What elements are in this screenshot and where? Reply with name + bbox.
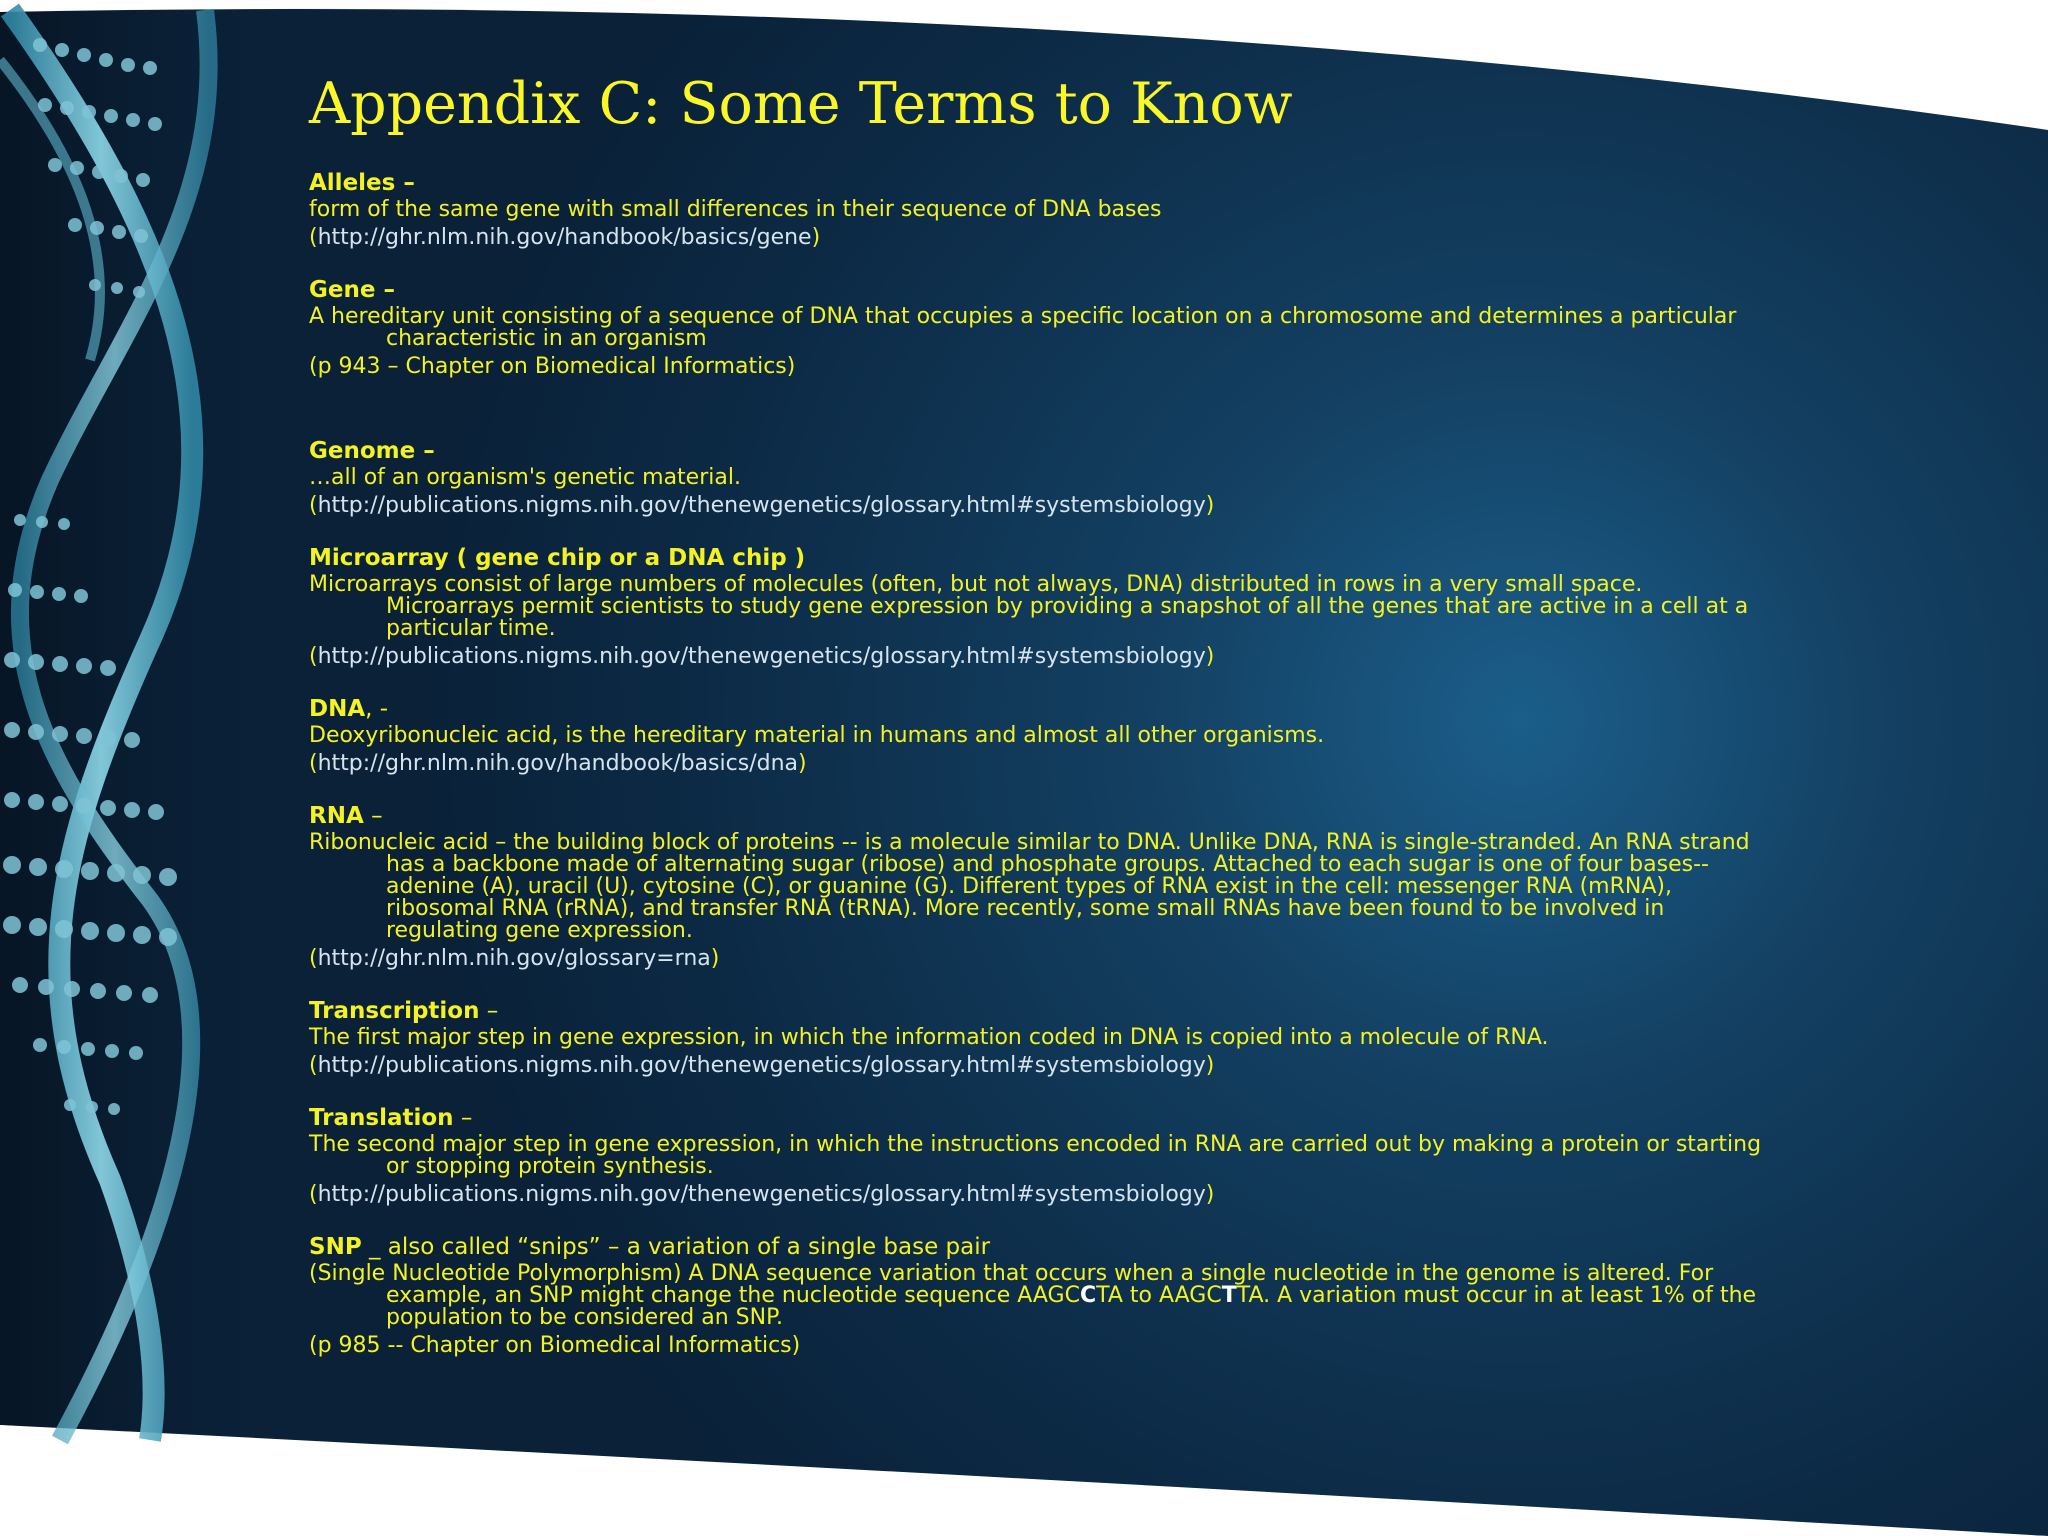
- source-link[interactable]: http://publications.nigms.nih.gov/thenewgenetics/glossary.html#systemsbiology: [317, 1053, 1206, 1078]
- term-label: SNP: [309, 1234, 362, 1260]
- glossary-entry-dna: [309, 696, 1769, 778]
- term-source: (http://ghr.nlm.nih.gov/handbook/basics/dna): [309, 751, 807, 776]
- term-tail: –: [363, 803, 383, 829]
- content-area: [309, 68, 1769, 1385]
- term-source: (http://ghr.nlm.nih.gov/glossary=rna): [309, 946, 720, 971]
- term-label: Genome –: [309, 438, 435, 464]
- source-link[interactable]: http://publications.nigms.nih.gov/thenewgenetics/glossary.html#systemsbiology: [317, 1182, 1206, 1207]
- term-label: RNA: [309, 803, 364, 829]
- term-label: Gene –: [309, 277, 395, 303]
- term-tail: –: [479, 998, 499, 1024]
- term-label: Alleles –: [309, 170, 415, 196]
- source-link[interactable]: http://ghr.nlm.nih.gov/glossary=rna: [317, 946, 711, 971]
- term-tail: –: [453, 1105, 473, 1131]
- nucleotide-highlight: C: [1079, 1283, 1097, 1308]
- source-link[interactable]: http://ghr.nlm.nih.gov/handbook/basics/gene: [317, 225, 812, 250]
- term-source: (http://publications.nigms.nih.gov/thenewgenetics/glossary.html#systemsbiology): [309, 493, 1215, 518]
- term-source: (http://publications.nigms.nih.gov/thenewgenetics/glossary.html#systemsbiology): [309, 644, 1215, 669]
- glossary-entry-microarray: [309, 545, 1769, 671]
- term-description: The second major step in gene expression, in which the instructions encoded in RNA are carried out by making a protein or starting or stopping protein synthesis.: [309, 1132, 1762, 1179]
- glossary-entry-translation: [309, 1105, 1769, 1209]
- term-source: (http://publications.nigms.nih.gov/thenewgenetics/glossary.html#systemsbiology): [309, 1053, 1215, 1078]
- term-label: Transcription: [309, 998, 480, 1024]
- term-description: …all of an organism's genetic material.: [309, 465, 741, 490]
- term-description: Deoxyribonucleic acid, is the hereditary material in humans and almost all other organisms.: [309, 723, 1325, 748]
- term-description: Microarrays consist of large numbers of molecules (often, but not always, DNA) distributed in rows in a very small space. Microarrays permit scientists to study gene expression by providing a snapshot of all the genes that are active in a cell at a particular time.: [309, 572, 1749, 641]
- term-label: Translation: [309, 1105, 454, 1131]
- term-description: A hereditary unit consisting of a sequence of DNA that occupies a specific location on a chromosome and determines a particular characteristic in an organism: [309, 304, 1737, 351]
- term-source: (http://publications.nigms.nih.gov/thenewgenetics/glossary.html#systemsbiology): [309, 1182, 1215, 1207]
- source-link[interactable]: http://ghr.nlm.nih.gov/handbook/basics/dna: [317, 751, 798, 776]
- term-description: Ribonucleic acid – the building block of proteins -- is a molecule similar to DNA. Unlike DNA, RNA is single-stranded. An RNA strand has a backbone made of alternating sugar (ribose) and phosphate groups. Attached to each sugar is one of four bases--adenine (A), uracil (U), cytosine (C), or guanine (G). Different types of RNA exist in the cell: messenger RNA (mRNA), ribosomal RNA (rRNA), and transfer RNA (tRNA). More recently, some small RNAs have been found to be involved in regulating gene expression.: [309, 830, 1750, 943]
- page-title: Appendix C: Some Terms to Know: [309, 71, 1293, 137]
- term-description: The first major step in gene expression, in which the information coded in DNA is copied into a molecule of RNA.: [309, 1025, 1549, 1050]
- source-link[interactable]: http://publications.nigms.nih.gov/thenewgenetics/glossary.html#systemsbiology: [317, 493, 1206, 518]
- term-source: (p 985 -- Chapter on Biomedical Informatics): [309, 1333, 801, 1358]
- term-source: (http://ghr.nlm.nih.gov/handbook/basics/gene): [309, 225, 821, 250]
- nucleotide-highlight: T: [1221, 1283, 1237, 1308]
- term-description: form of the same gene with small differences in their sequence of DNA bases: [309, 197, 1162, 222]
- term-label: Microarray ( gene chip or a DNA chip ): [309, 545, 806, 571]
- glossary-entry-genome: [309, 438, 1769, 520]
- glossary-entry-alleles: [309, 170, 1769, 252]
- term-tail: _ also called “snips” – a variation of a single base pair: [361, 1234, 991, 1260]
- term-label: DNA: [309, 696, 366, 722]
- term-tail: , -: [365, 696, 389, 722]
- glossary-entry-gene: [309, 277, 1769, 381]
- term-source: (p 943 – Chapter on Biomedical Informatics): [309, 354, 796, 379]
- glossary-entry-transcription: [309, 998, 1769, 1080]
- glossary-entry-rna: [309, 803, 1769, 973]
- term-description: (Single Nucleotide Polymorphism) A DNA sequence variation that occurs when a single nucleotide in the genome is altered. For example, an SNP might change the nucleotide sequence AAGCCTA to AAGCTTA. A variation must occur in at least 1% of the population to be considered an SNP.: [309, 1261, 1757, 1330]
- source-link[interactable]: http://publications.nigms.nih.gov/thenewgenetics/glossary.html#systemsbiology: [317, 644, 1206, 669]
- glossary-entry-snp: [309, 1234, 1769, 1360]
